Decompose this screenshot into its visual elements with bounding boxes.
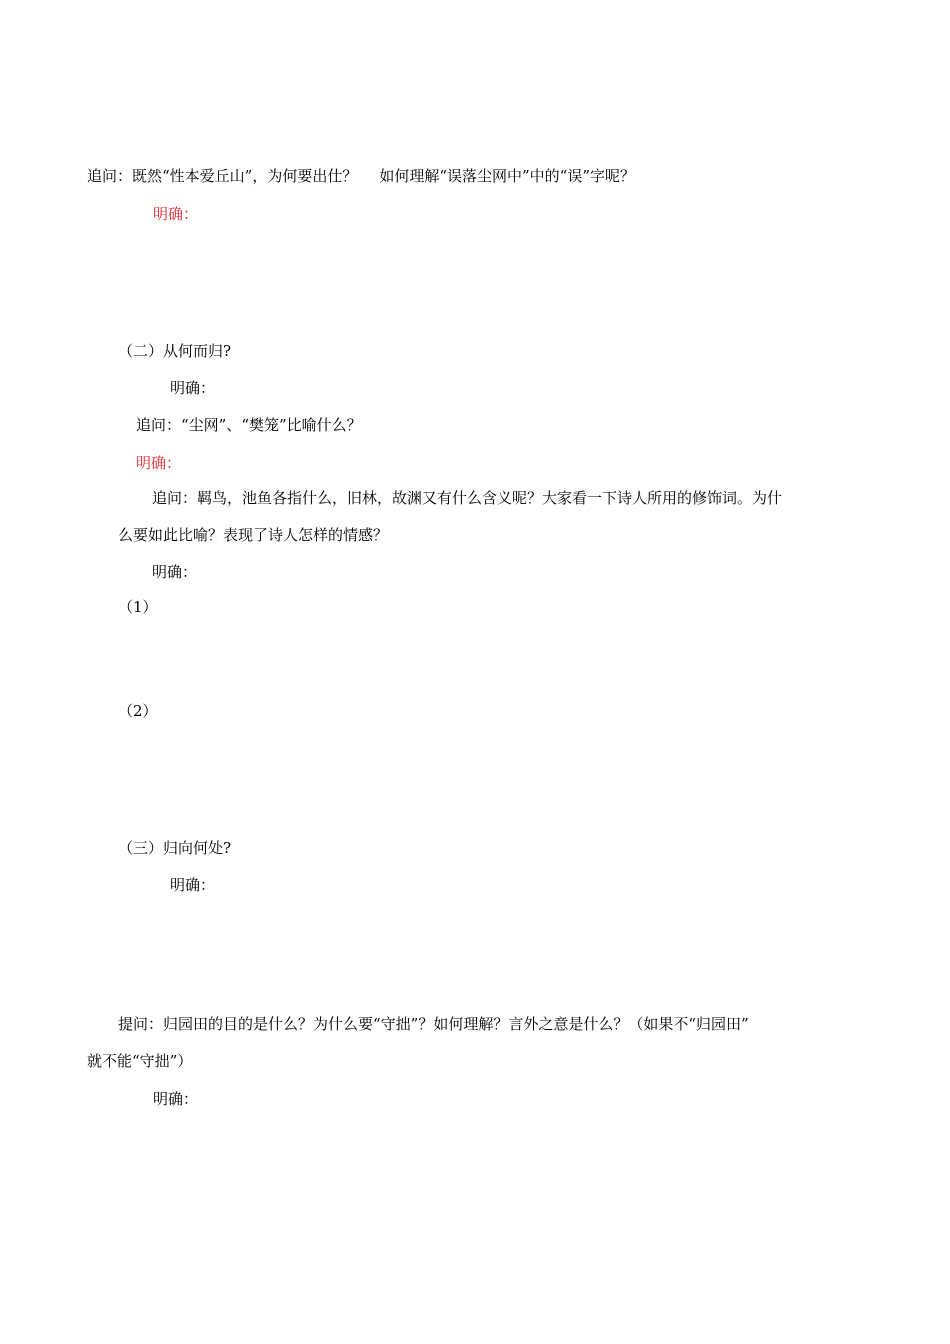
- section-heading-2: （二）从何而归?: [118, 342, 232, 360]
- answer-label-4: 明确：: [152, 563, 198, 581]
- question-purpose-line2: 就不能“守拙”）: [87, 1052, 193, 1070]
- answer-label-6: 明确：: [153, 1090, 199, 1108]
- question-why-office-part2: 如何理解“误落尘网中”中的“误”字呢？: [379, 167, 636, 185]
- answer-label-1: 明确：: [153, 205, 199, 223]
- section-heading-3: （三）归向何处?: [118, 839, 232, 857]
- question-why-office-part1: 追问：既然“性本爱丘山”，为何要出仕？: [87, 167, 358, 185]
- answer-label-3: 明确：: [136, 454, 182, 472]
- question-why-office: [87, 166, 635, 186]
- question-birds-fish-line1: 追问：羁鸟，池鱼各指什么，旧林，故渊又有什么含义呢？大家看一下诗人所用的修饰词。为什: [152, 489, 783, 507]
- list-item-1: （1）: [118, 598, 158, 616]
- answer-label-2: 明确：: [170, 379, 216, 397]
- question-metaphor: 追问：“尘网”、“樊笼”比喻什么？: [136, 416, 362, 434]
- question-purpose-line1: 提问：归园田的目的是什么？为什么要“守拙”？如何理解？言外之意是什么？（如果不“归园田”: [118, 1015, 749, 1033]
- list-item-2: （2）: [118, 702, 158, 720]
- question-birds-fish-line2: 么要如此比喻？表现了诗人怎样的情感？: [118, 526, 389, 544]
- answer-label-5: 明确：: [170, 876, 216, 894]
